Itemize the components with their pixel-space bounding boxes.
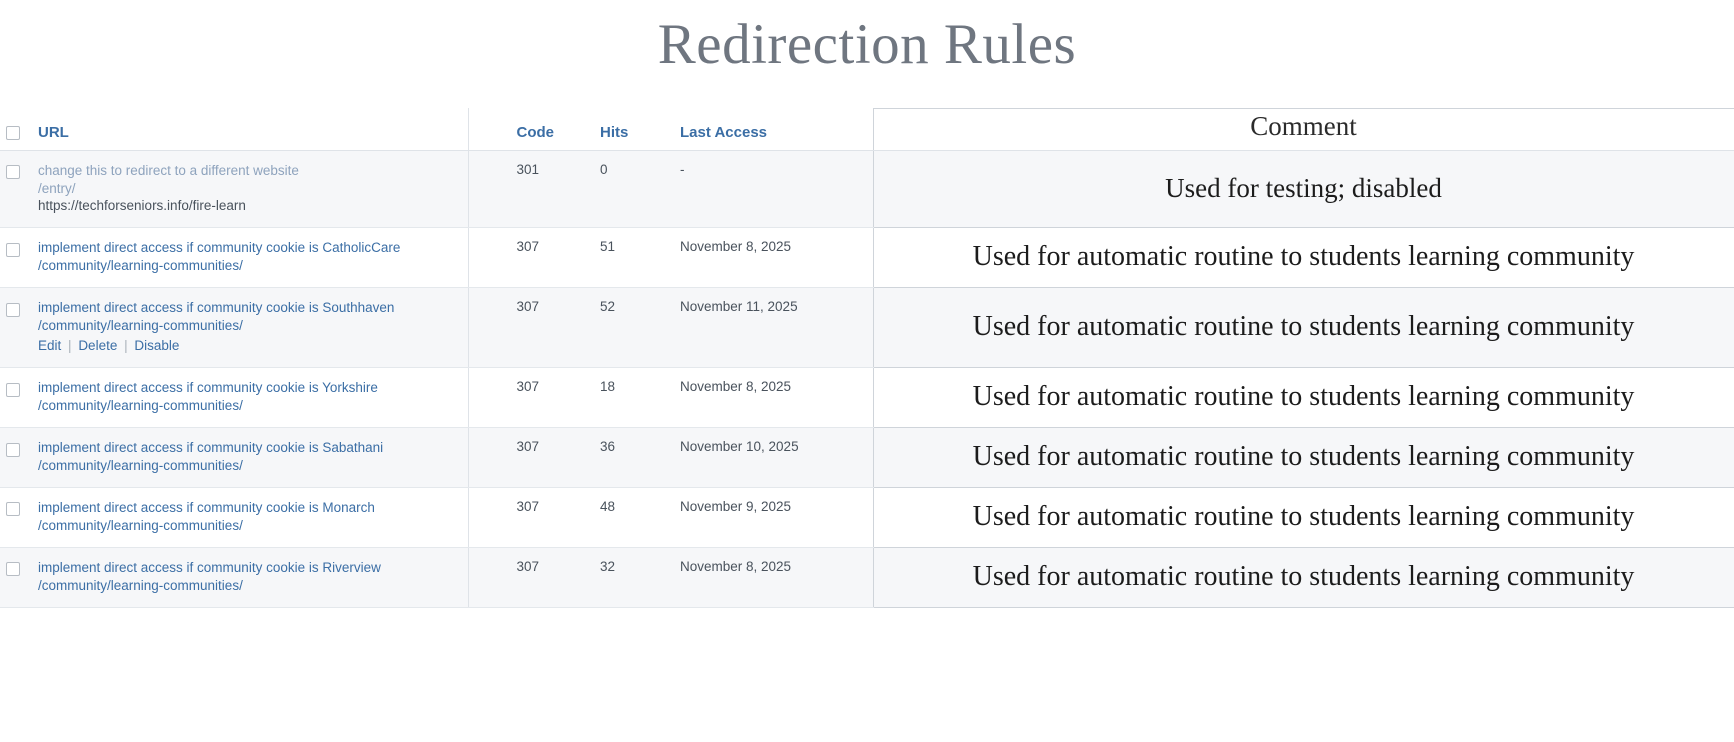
row-last-access: November 9, 2025 (678, 487, 873, 547)
row-checkbox[interactable] (6, 562, 20, 576)
column-header-select-all (0, 108, 38, 150)
url-path-link[interactable]: /community/learning-communities/ (38, 458, 243, 474)
row-hits: 51 (598, 228, 678, 288)
row-code: 307 (468, 487, 598, 547)
row-checkbox[interactable] (6, 165, 20, 179)
row-comment: Used for automatic routine to students learning community (873, 228, 1734, 288)
row-last-access: November 8, 2025 (678, 547, 873, 607)
column-header-code[interactable]: Code (468, 108, 598, 150)
url-source-link[interactable]: implement direct access if community cookie is Yorkshire (38, 380, 378, 396)
action-separator: | (124, 338, 128, 354)
row-hits: 48 (598, 487, 678, 547)
row-code: 307 (468, 428, 598, 488)
row-last-access: November 8, 2025 (678, 228, 873, 288)
row-url-cell (38, 547, 468, 607)
row-hits: 36 (598, 428, 678, 488)
table-row (0, 487, 1734, 547)
row-select-cell (0, 228, 38, 288)
row-url-cell (38, 487, 468, 547)
row-url-cell (38, 428, 468, 488)
url-path-link[interactable]: /community/learning-communities/ (38, 577, 243, 593)
row-code: 307 (468, 368, 598, 428)
row-comment: Used for automatic routine to students learning community (873, 547, 1734, 607)
row-select-cell (0, 428, 38, 488)
row-comment: Used for automatic routine to students learning community (873, 428, 1734, 488)
redirection-rules-table (0, 108, 1734, 608)
row-hits: 32 (598, 547, 678, 607)
url-path-link[interactable]: /community/learning-communities/ (38, 258, 243, 274)
table-row (0, 228, 1734, 288)
table-row (0, 150, 1734, 228)
row-url-cell (38, 368, 468, 428)
url-source-link[interactable]: implement direct access if community cookie is Southhaven (38, 300, 395, 316)
row-hits: 0 (598, 150, 678, 228)
action-separator: | (68, 338, 72, 354)
table-header (0, 108, 1734, 150)
row-comment: Used for automatic routine to students learning community (873, 487, 1734, 547)
delete-action[interactable]: Delete (78, 338, 118, 354)
url-source-link[interactable]: implement direct access if community cookie is Sabathani (38, 440, 384, 456)
row-last-access: November 8, 2025 (678, 368, 873, 428)
row-last-access: November 10, 2025 (678, 428, 873, 488)
row-url-cell (38, 228, 468, 288)
column-header-comment: Comment (873, 108, 1734, 150)
url-source-link[interactable]: implement direct access if community cookie is Riverview (38, 559, 381, 575)
row-code: 307 (468, 288, 598, 368)
row-checkbox[interactable] (6, 243, 20, 257)
row-last-access: November 11, 2025 (678, 288, 873, 368)
row-hits: 18 (598, 368, 678, 428)
column-header-hits[interactable]: Hits (598, 108, 678, 150)
row-checkbox[interactable] (6, 383, 20, 397)
row-checkbox[interactable] (6, 502, 20, 516)
row-code: 307 (468, 228, 598, 288)
row-code: 301 (468, 150, 598, 228)
column-header-last-access[interactable]: Last Access (678, 108, 873, 150)
row-checkbox[interactable] (6, 303, 20, 317)
row-checkbox[interactable] (6, 443, 20, 457)
row-select-cell (0, 368, 38, 428)
row-last-access: - (678, 150, 873, 228)
row-select-cell (0, 150, 38, 228)
row-code: 307 (468, 547, 598, 607)
url-path-link[interactable]: /community/learning-communities/ (38, 517, 243, 533)
row-hits: 52 (598, 288, 678, 368)
row-select-cell (0, 288, 38, 368)
url-source-link[interactable]: implement direct access if community cookie is Monarch (38, 499, 375, 515)
url-path-link[interactable]: /community/learning-communities/ (38, 398, 243, 414)
url-source-link[interactable]: change this to redirect to a different website (38, 162, 299, 178)
url-target-text: https://techforseniors.info/fire-learn (38, 198, 246, 214)
table-row (0, 368, 1734, 428)
edit-action[interactable]: Edit (38, 338, 62, 354)
table-row (0, 547, 1734, 607)
row-select-cell (0, 547, 38, 607)
column-header-url[interactable]: URL (38, 108, 468, 150)
row-select-cell (0, 487, 38, 547)
row-url-cell (38, 150, 468, 228)
select-all-checkbox[interactable] (6, 126, 20, 140)
disable-action[interactable]: Disable (134, 338, 180, 354)
row-comment: Used for automatic routine to students learning community (873, 368, 1734, 428)
url-path-link[interactable]: /entry/ (38, 180, 76, 196)
table-row (0, 288, 1734, 368)
row-url-cell (38, 288, 468, 368)
table-row (0, 428, 1734, 488)
url-path-link[interactable]: /community/learning-communities/ (38, 318, 243, 334)
row-actions (38, 337, 458, 355)
url-source-link[interactable]: implement direct access if community cookie is CatholicCare (38, 240, 401, 256)
row-comment: Used for automatic routine to students learning community (873, 288, 1734, 368)
row-comment: Used for testing; disabled (873, 150, 1734, 228)
page-title: Redirection Rules (657, 13, 1077, 76)
table-body (0, 150, 1734, 607)
